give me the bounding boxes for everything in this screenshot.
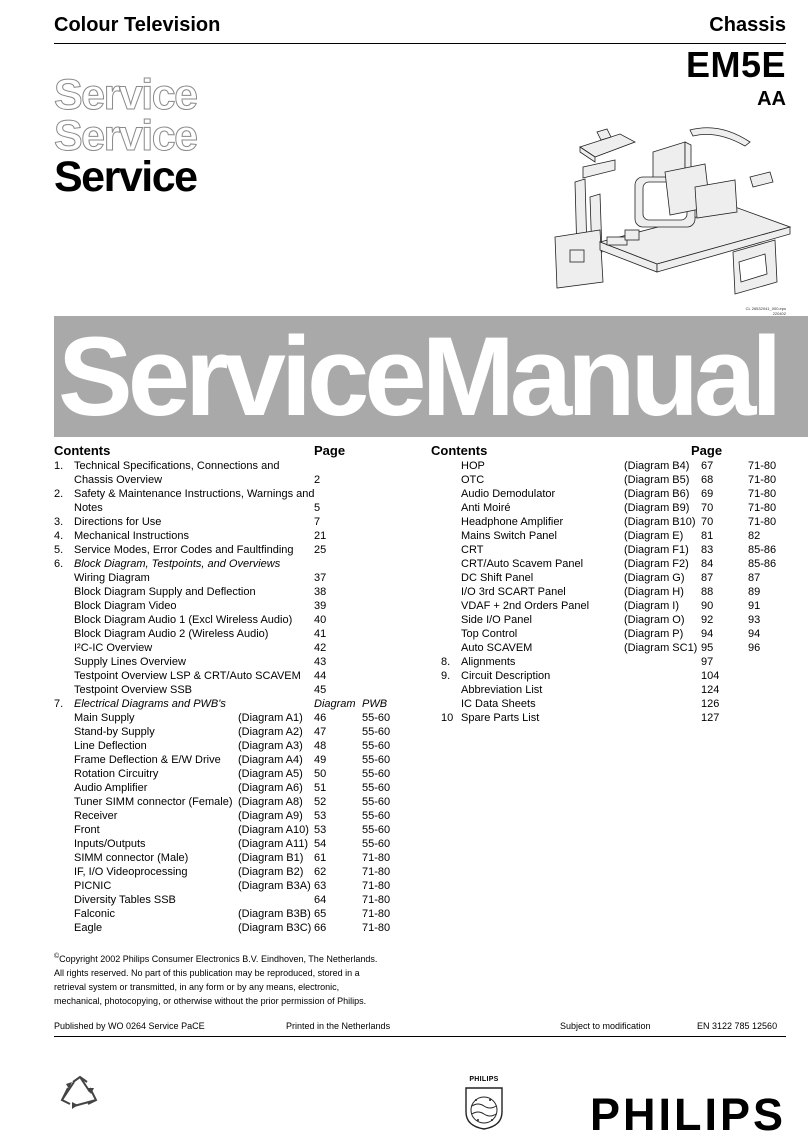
toc-pwb: 71-80 bbox=[362, 894, 391, 906]
toc-diagram: (Diagram B3C) bbox=[238, 922, 312, 934]
toc-row bbox=[54, 585, 394, 599]
toc-pwb: 55-60 bbox=[362, 838, 391, 850]
toc-number: 5. bbox=[54, 544, 64, 556]
toc-title: I/O 3rd SCART Panel bbox=[461, 586, 566, 598]
toc-title: Block Diagram Video bbox=[74, 600, 177, 612]
toc-page: 70 bbox=[701, 502, 714, 514]
toc-row bbox=[431, 585, 791, 599]
toc-row bbox=[54, 515, 394, 529]
toc-number: 9. bbox=[441, 670, 451, 682]
toc-title: Block Diagram Audio 2 (Wireless Audio) bbox=[74, 628, 269, 640]
toc-pwb: 71-80 bbox=[362, 866, 391, 878]
illustration-code: CL 26532041_000.eps 220402 bbox=[745, 306, 786, 316]
toc-page: 68 bbox=[701, 474, 714, 486]
toc-title: VDAF + 2nd Orders Panel bbox=[461, 600, 590, 612]
toc-row bbox=[54, 893, 394, 907]
toc-row bbox=[431, 711, 791, 725]
toc-page: 53 bbox=[314, 810, 327, 822]
toc-title: HOP bbox=[461, 460, 485, 472]
toc-title: Audio Demodulator bbox=[461, 488, 556, 500]
toc-page: 43 bbox=[314, 656, 327, 668]
toc-page: 88 bbox=[701, 586, 714, 598]
toc-diagram: (Diagram F2) bbox=[624, 558, 689, 570]
toc-pwb: 55-60 bbox=[362, 768, 391, 780]
toc-page: 87 bbox=[701, 572, 714, 584]
toc-page: 92 bbox=[701, 614, 714, 626]
toc-page: 37 bbox=[314, 572, 327, 584]
toc-row bbox=[54, 459, 394, 473]
toc-title: Main Supply bbox=[74, 712, 135, 724]
toc-row bbox=[54, 837, 394, 851]
toc-page: 69 bbox=[701, 488, 714, 500]
toc-row bbox=[54, 529, 394, 543]
toc-title: Diversity Tables SSB bbox=[74, 894, 176, 906]
toc-diagram: (Diagram A9) bbox=[238, 810, 303, 822]
chassis-exploded-illustration bbox=[545, 112, 795, 302]
toc-title: Receiver bbox=[74, 810, 118, 822]
toc-row bbox=[54, 501, 394, 515]
toc-diagram: (Diagram A6) bbox=[238, 782, 303, 794]
footer-subject: Subject to modification bbox=[560, 1021, 651, 1031]
toc-title: CRT bbox=[461, 544, 484, 556]
toc-title: OTC bbox=[461, 474, 485, 486]
toc-page: 97 bbox=[701, 656, 714, 668]
toc-number: 8. bbox=[441, 656, 451, 668]
toc-row bbox=[54, 823, 394, 837]
toc-row bbox=[54, 627, 394, 641]
toc-pwb: 94 bbox=[748, 628, 761, 640]
toc-page: 70 bbox=[701, 516, 714, 528]
toc-title: Anti Moiré bbox=[461, 502, 511, 514]
toc-page: 42 bbox=[314, 642, 327, 654]
toc-title: Inputs/Outputs bbox=[74, 838, 146, 850]
toc-title: Block Diagram Audio 1 (Excl Wireless Audio) bbox=[74, 614, 293, 626]
toc-diagram: (Diagram B9) bbox=[624, 502, 690, 514]
toc-pwb: 71-80 bbox=[362, 880, 391, 892]
toc-pwb: 96 bbox=[748, 642, 761, 654]
toc-row bbox=[54, 669, 394, 683]
toc-diagram: (Diagram SC1) bbox=[624, 642, 698, 654]
service-word-outline-1: Service bbox=[54, 71, 197, 119]
toc-page: 67 bbox=[701, 460, 714, 472]
toc-row bbox=[431, 683, 791, 697]
toc-diagram: (Diagram I) bbox=[624, 600, 680, 612]
toc-pwb: 71-80 bbox=[748, 516, 777, 528]
toc-diagram: (Diagram B1) bbox=[238, 852, 304, 864]
toc-title: Front bbox=[74, 824, 100, 836]
toc-page: 65 bbox=[314, 908, 327, 920]
service-word-solid: Service bbox=[54, 153, 197, 201]
toc-page: 46 bbox=[314, 712, 327, 724]
toc-diagram: (Diagram B6) bbox=[624, 488, 690, 500]
footer-published: Published by WO 0264 Service PaCE bbox=[54, 1021, 205, 1031]
toc-page: 84 bbox=[701, 558, 714, 570]
toc-pwb: 71-80 bbox=[748, 488, 777, 500]
toc-row bbox=[54, 879, 394, 893]
toc-diagram: (Diagram B3A) bbox=[238, 880, 311, 892]
toc-row bbox=[54, 865, 394, 879]
header-rule bbox=[54, 43, 786, 44]
toc-title: Abbreviation List bbox=[461, 684, 543, 696]
toc-title: Notes bbox=[74, 502, 103, 514]
copyright-symbol: © bbox=[54, 953, 60, 960]
toc-page: Diagram bbox=[314, 698, 356, 710]
toc-row bbox=[54, 921, 394, 935]
toc-row bbox=[54, 907, 394, 921]
toc-row bbox=[54, 753, 394, 767]
toc-left-page-heading: Page bbox=[314, 443, 346, 458]
toc-page: 94 bbox=[701, 628, 714, 640]
toc-pwb: 91 bbox=[748, 600, 761, 612]
toc-row bbox=[54, 613, 394, 627]
toc-pwb: 71-80 bbox=[748, 502, 777, 514]
toc-row bbox=[431, 515, 791, 529]
chassis-model: EM5E bbox=[685, 44, 786, 85]
toc-row bbox=[54, 725, 394, 739]
toc-title: Technical Specifications, Connections and bbox=[74, 460, 280, 472]
toc-title: IC Data Sheets bbox=[461, 698, 536, 710]
toc-row bbox=[54, 739, 394, 753]
toc-right-page-heading: Page bbox=[691, 443, 723, 458]
toc-diagram: (Diagram A4) bbox=[238, 754, 303, 766]
toc-right-contents-heading: Contents bbox=[431, 443, 488, 458]
toc-row bbox=[431, 571, 791, 585]
toc-pwb: 55-60 bbox=[362, 726, 391, 738]
toc-page: 127 bbox=[701, 712, 720, 724]
toc-title: Side I/O Panel bbox=[461, 614, 532, 626]
toc-page: 5 bbox=[314, 502, 321, 514]
copyright-notice: ©Copyright 2002 Philips Consumer Electronics B.V. Eindhoven, The Netherlands. All rights reserved. No part of this publication may be reproduced, stored in a retrieval system or transmitted, in any form or by any means, electronic, mechanical, photocopying, or otherwise without the prior permission of Philips. bbox=[54, 953, 378, 1006]
toc-pwb: 89 bbox=[748, 586, 761, 598]
toc-title: Line Deflection bbox=[74, 740, 147, 752]
toc-page: 126 bbox=[701, 698, 720, 710]
document-category: Colour Television bbox=[54, 14, 221, 36]
toc-page: 61 bbox=[314, 852, 327, 864]
toc-row bbox=[54, 543, 394, 557]
toc-title: Directions for Use bbox=[74, 516, 162, 528]
toc-pwb: 87 bbox=[748, 572, 761, 584]
toc-title: SIMM connector (Male) bbox=[74, 852, 189, 864]
toc-page: 81 bbox=[701, 530, 714, 542]
toc-row bbox=[54, 697, 394, 711]
toc-page: 21 bbox=[314, 530, 327, 542]
toc-diagram: (Diagram A2) bbox=[238, 726, 303, 738]
toc-title: Spare Parts List bbox=[461, 712, 540, 724]
toc-title: Chassis Overview bbox=[74, 474, 163, 486]
toc-row bbox=[431, 641, 791, 655]
chassis-label: Chassis bbox=[709, 14, 786, 36]
toc-row bbox=[54, 599, 394, 613]
footer-document-code: EN 3122 785 12560 bbox=[697, 1021, 778, 1031]
toc-row bbox=[54, 655, 394, 669]
toc-pwb: 55-60 bbox=[362, 712, 391, 724]
toc-title: Block Diagram, Testpoints, and Overviews bbox=[74, 558, 281, 570]
toc-page: 45 bbox=[314, 684, 327, 696]
toc-number: 2. bbox=[54, 488, 64, 500]
toc-pwb: 93 bbox=[748, 614, 761, 626]
toc-row bbox=[54, 767, 394, 781]
toc-diagram: (Diagram A10) bbox=[238, 824, 309, 836]
toc-row bbox=[54, 571, 394, 585]
toc-pwb: 55-60 bbox=[362, 796, 391, 808]
toc-row bbox=[54, 795, 394, 809]
toc-page: 54 bbox=[314, 838, 327, 850]
toc-pwb: 55-60 bbox=[362, 824, 391, 836]
toc-title: CRT/Auto Scavem Panel bbox=[461, 558, 584, 570]
toc-page: 41 bbox=[314, 628, 327, 640]
toc-page: 90 bbox=[701, 600, 714, 612]
toc-row bbox=[431, 655, 791, 669]
toc-number: 1. bbox=[54, 460, 64, 472]
toc-row bbox=[54, 641, 394, 655]
footer-rule bbox=[54, 1036, 786, 1037]
toc-title: Auto SCAVEM bbox=[461, 642, 533, 654]
toc-page: 51 bbox=[314, 782, 327, 794]
toc-title: Top Control bbox=[461, 628, 518, 640]
toc-row bbox=[431, 613, 791, 627]
toc-number: 7. bbox=[54, 698, 64, 710]
toc-row bbox=[431, 599, 791, 613]
toc-page: 62 bbox=[314, 866, 327, 878]
toc-row bbox=[431, 627, 791, 641]
toc-page: 124 bbox=[701, 684, 720, 696]
toc-title: Eagle bbox=[74, 922, 103, 934]
toc-pwb: 85-86 bbox=[748, 558, 777, 570]
toc-title: Rotation Circuitry bbox=[74, 768, 159, 780]
toc-page: 44 bbox=[314, 670, 327, 682]
toc-pwb: 82 bbox=[748, 530, 761, 542]
toc-pwb: 55-60 bbox=[362, 754, 391, 766]
toc-row bbox=[431, 501, 791, 515]
toc-page: 95 bbox=[701, 642, 714, 654]
toc-title: Mechanical Instructions bbox=[74, 530, 189, 542]
toc-diagram: (Diagram A5) bbox=[238, 768, 303, 780]
toc-row bbox=[54, 781, 394, 795]
toc-number: 3. bbox=[54, 516, 64, 528]
shield-label: PHILIPS bbox=[469, 1076, 499, 1083]
toc-diagram: (Diagram F1) bbox=[624, 544, 689, 556]
toc-title: Service Modes, Error Codes and Faultfinding bbox=[74, 544, 294, 556]
philips-logo: PHILIPS bbox=[589, 1089, 786, 1140]
toc-row bbox=[431, 669, 791, 683]
toc-page: 38 bbox=[314, 586, 327, 598]
toc-row bbox=[431, 557, 791, 571]
service-manual-banner bbox=[54, 316, 808, 437]
toc-diagram: (Diagram A11) bbox=[238, 838, 309, 850]
toc-row bbox=[431, 459, 791, 473]
toc-row bbox=[54, 851, 394, 865]
toc-diagram: (Diagram E) bbox=[624, 530, 684, 542]
toc-title: Headphone Amplifier bbox=[461, 516, 564, 528]
toc-pwb: 71-80 bbox=[748, 474, 777, 486]
toc-page: 66 bbox=[314, 922, 327, 934]
toc-pwb: 55-60 bbox=[362, 740, 391, 752]
toc-title: Testpoint Overview SSB bbox=[74, 684, 192, 696]
toc-row bbox=[54, 473, 394, 487]
toc-page: 64 bbox=[314, 894, 327, 906]
toc-row bbox=[54, 809, 394, 823]
toc-title: I²C-IC Overview bbox=[74, 642, 153, 654]
toc-title: Falconic bbox=[74, 908, 115, 920]
toc-row bbox=[431, 473, 791, 487]
toc-title: Testpoint Overview LSP & CRT/Auto SCAVEM bbox=[74, 670, 301, 682]
toc-page: 2 bbox=[314, 474, 321, 486]
toc-page: 25 bbox=[314, 544, 327, 556]
toc-title: Safety & Maintenance Instructions, Warnings and bbox=[74, 488, 315, 500]
toc-page: 47 bbox=[314, 726, 327, 738]
toc-page: 50 bbox=[314, 768, 327, 780]
toc-row bbox=[431, 543, 791, 557]
toc-diagram: (Diagram B3B) bbox=[238, 908, 311, 920]
toc-row bbox=[54, 557, 394, 571]
toc-title: Mains Switch Panel bbox=[461, 530, 557, 542]
toc-left-contents-heading: Contents bbox=[54, 443, 111, 458]
toc-diagram: (Diagram B2) bbox=[238, 866, 304, 878]
toc-pwb: 71-80 bbox=[362, 922, 391, 934]
toc-diagram: (Diagram A3) bbox=[238, 740, 303, 752]
service-word-outline-2: Service bbox=[54, 112, 197, 160]
toc-row bbox=[54, 711, 394, 725]
toc-row bbox=[54, 487, 394, 501]
toc-page: 53 bbox=[314, 824, 327, 836]
toc-title: IF, I/O Videoprocessing bbox=[74, 866, 188, 878]
toc-diagram: (Diagram A8) bbox=[238, 796, 303, 808]
toc-pwb: 55-60 bbox=[362, 782, 391, 794]
toc-title: PICNIC bbox=[74, 880, 112, 892]
toc-title: DC Shift Panel bbox=[461, 572, 534, 584]
toc-pwb: 71-80 bbox=[362, 908, 391, 920]
toc-row bbox=[431, 697, 791, 711]
chassis-variant: AA bbox=[757, 88, 786, 110]
toc-page: 63 bbox=[314, 880, 327, 892]
footer-printed: Printed in the Netherlands bbox=[286, 1021, 391, 1031]
toc-row bbox=[54, 683, 394, 697]
toc-title: Circuit Description bbox=[461, 670, 551, 682]
toc-title: Frame Deflection & E/W Drive bbox=[74, 754, 221, 766]
toc-number: 10 bbox=[441, 712, 454, 724]
toc-page: 104 bbox=[701, 670, 720, 682]
toc-pwb: 85-86 bbox=[748, 544, 777, 556]
toc-pwb: PWB bbox=[362, 698, 388, 710]
toc-page: 48 bbox=[314, 740, 327, 752]
toc-number: 4. bbox=[54, 530, 64, 542]
toc-pwb: 71-80 bbox=[362, 852, 391, 864]
toc-pwb: 71-80 bbox=[748, 460, 777, 472]
toc-diagram: (Diagram O) bbox=[624, 614, 685, 626]
toc-diagram: (Diagram P) bbox=[624, 628, 684, 640]
toc-title: Audio Amplifier bbox=[74, 782, 148, 794]
toc-diagram: (Diagram G) bbox=[624, 572, 685, 584]
toc-diagram: (Diagram B4) bbox=[624, 460, 690, 472]
toc-page: 49 bbox=[314, 754, 327, 766]
toc-title: Wiring Diagram bbox=[74, 572, 150, 584]
toc-diagram: (Diagram A1) bbox=[238, 712, 303, 724]
toc-page: 7 bbox=[314, 516, 321, 528]
toc-diagram: (Diagram B10) bbox=[624, 516, 696, 528]
toc-page: 52 bbox=[314, 796, 327, 808]
banner-title: ServiceManual bbox=[58, 316, 778, 437]
toc-title: Alignments bbox=[461, 656, 516, 668]
toc-page: 83 bbox=[701, 544, 714, 556]
toc-title: Block Diagram Supply and Deflection bbox=[74, 586, 256, 598]
toc-page: 40 bbox=[314, 614, 327, 626]
recycle-icon bbox=[58, 1074, 102, 1114]
toc-page: 39 bbox=[314, 600, 327, 612]
toc-title: Tuner SIMM connector (Female) bbox=[74, 796, 233, 808]
toc-pwb: 55-60 bbox=[362, 810, 391, 822]
toc-title: Electrical Diagrams and PWB's bbox=[74, 698, 226, 710]
toc-row bbox=[431, 487, 791, 501]
toc-title: Stand-by Supply bbox=[74, 726, 155, 738]
toc-title: Supply Lines Overview bbox=[74, 656, 186, 668]
toc-diagram: (Diagram H) bbox=[624, 586, 684, 598]
toc-diagram: (Diagram B5) bbox=[624, 474, 690, 486]
toc-number: 6. bbox=[54, 558, 64, 570]
toc-row bbox=[431, 529, 791, 543]
